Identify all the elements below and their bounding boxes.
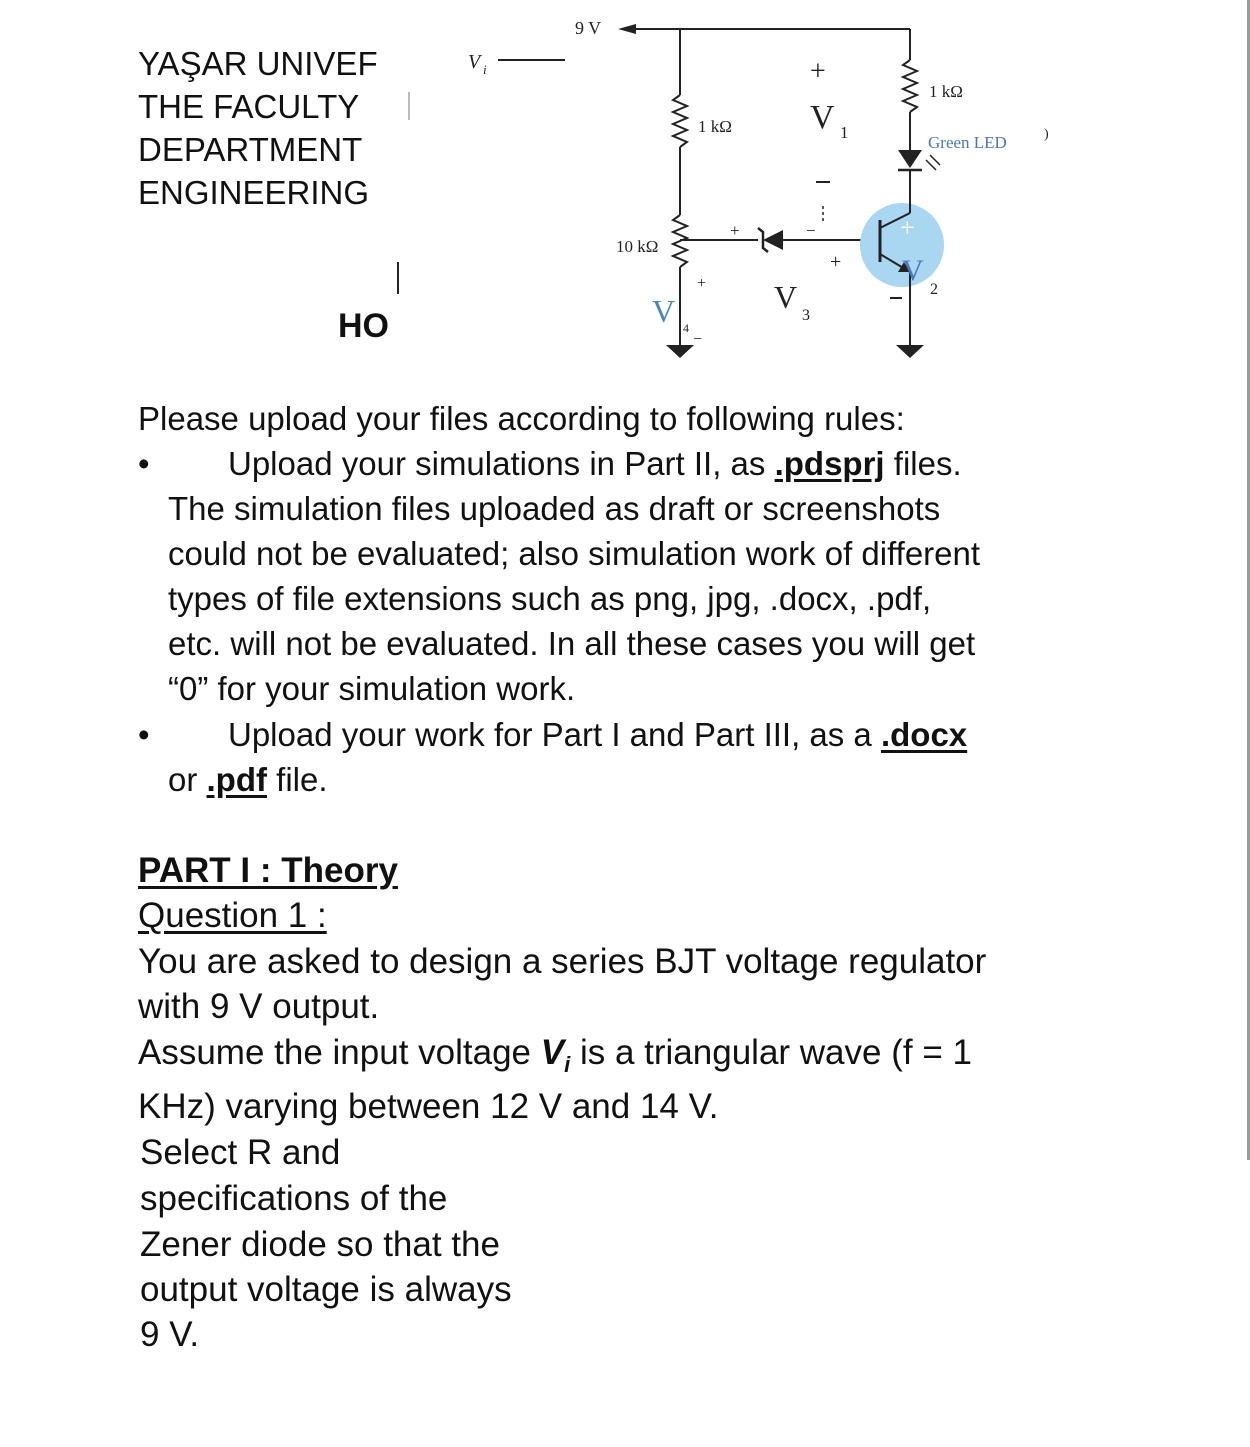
header-line-department: DEPARTMENT (138, 131, 363, 168)
rule-2-or: or (168, 761, 207, 798)
resistor-10k-label: 10 kΩ (616, 237, 659, 256)
v4-minus: − (693, 331, 703, 348)
supply-arrow-icon (618, 24, 636, 34)
regulator-circuit-diagram (440, 0, 1060, 370)
v2-subscript: 2 (930, 281, 938, 298)
ext-pdsprj: .pdsprj (774, 445, 885, 482)
question-line-4: KHz) varying between 12 V and 14 V. (138, 1087, 719, 1126)
rule-1-text-b: files. (884, 445, 962, 482)
question-line-3a: Assume the input voltage (138, 1033, 541, 1072)
rule-bullet-2 (138, 712, 1138, 757)
ground-left-icon (666, 345, 694, 358)
ext-docx: .docx (880, 716, 968, 753)
base-plus: + (830, 251, 842, 273)
rule-2-line-2 (138, 757, 328, 802)
v3-plus: + (730, 221, 740, 240)
question-line-3b: is a triangular wave (f = 1 (570, 1033, 972, 1072)
question-line-1: You are asked to design a series BJT voltage regulator (138, 942, 987, 981)
resistor-1k-right (903, 60, 917, 112)
header-line-faculty: THE FACULTY (138, 88, 360, 125)
rule-2-text-a: Upload your work for Part I and Part III, as a (228, 716, 881, 753)
resistor-1k-left (673, 95, 687, 147)
question-1-text: Question 1 : (138, 896, 327, 935)
question-line-7: Zener diode so that the (140, 1225, 500, 1264)
question-1-heading (138, 893, 327, 938)
bullet-2-dot: • (138, 716, 150, 753)
rule-1-text-a: Upload your simulations in Part II, as (228, 445, 775, 482)
bullet-1-dot: • (138, 445, 150, 482)
rule-bullet-1 (138, 441, 1138, 486)
supply-label: 9 V (575, 18, 602, 38)
question-line-6: specifications of the (140, 1179, 448, 1218)
part1-heading (138, 848, 398, 893)
v2-plus: + (900, 213, 915, 242)
question-line-3 (138, 1030, 972, 1087)
part1-heading-text: PART I : Theory (138, 851, 398, 890)
rule-1-line-3: could not be evaluated; also simulation work of different (168, 535, 981, 572)
rule-1-line-6: “0” for your simulation work. (168, 670, 576, 707)
v1-plus: + (810, 56, 826, 87)
v3-minus: − (806, 221, 816, 240)
led-paren: ) (1044, 127, 1049, 142)
v4-subscript: 4 (683, 321, 689, 335)
rule-1-line-5: etc. will not be evaluated. In all these cases you will get (168, 625, 976, 662)
resistor-1k-left-label: 1 kΩ (698, 117, 732, 136)
rules-intro: Please upload your files according to following rules: (138, 400, 905, 437)
rule-1-line-4: types of file extensions such as png, jpg, .docx, .pdf, (168, 580, 932, 617)
question-line-5: Select R and (140, 1133, 341, 1172)
resistor-1k-right-label: 1 kΩ (929, 82, 963, 101)
question-line-2: with 9 V output. (138, 987, 380, 1026)
rule-1-line-2: The simulation files uploaded as draft or screenshots (168, 490, 941, 527)
v4-plus: + (697, 275, 707, 292)
header-line-engineering: ENGINEERING (138, 174, 370, 211)
ext-pdf: .pdf (206, 761, 267, 798)
vi-symbol-subscript: i (564, 1052, 571, 1077)
header-ho: HO (338, 307, 389, 345)
vi-label: V (468, 51, 481, 73)
ground-right-icon (896, 345, 924, 358)
v2-label: V (902, 254, 924, 287)
zener-diode-icon (763, 230, 783, 250)
v1-label: V (810, 99, 835, 136)
question-line-9: 9 V. (140, 1315, 200, 1354)
header-cut-mark (408, 92, 410, 120)
v3-label: V (774, 279, 798, 315)
vi-symbol: V (540, 1033, 565, 1072)
v1-subscript: 1 (840, 123, 849, 142)
vi-subscript: i (483, 62, 487, 77)
header-line-university: YAŞAR UNIVEF (138, 45, 378, 82)
rule-2-file: file. (267, 761, 328, 798)
led-ray-2 (930, 155, 940, 165)
question-line-8: output voltage is always (140, 1270, 512, 1309)
v3-subscript: 3 (802, 307, 810, 324)
led-icon (898, 150, 922, 168)
led-ray-1 (926, 160, 936, 170)
v4-label: V (652, 293, 676, 329)
header-divider (397, 262, 399, 294)
led-label: Green LED (928, 133, 1007, 152)
